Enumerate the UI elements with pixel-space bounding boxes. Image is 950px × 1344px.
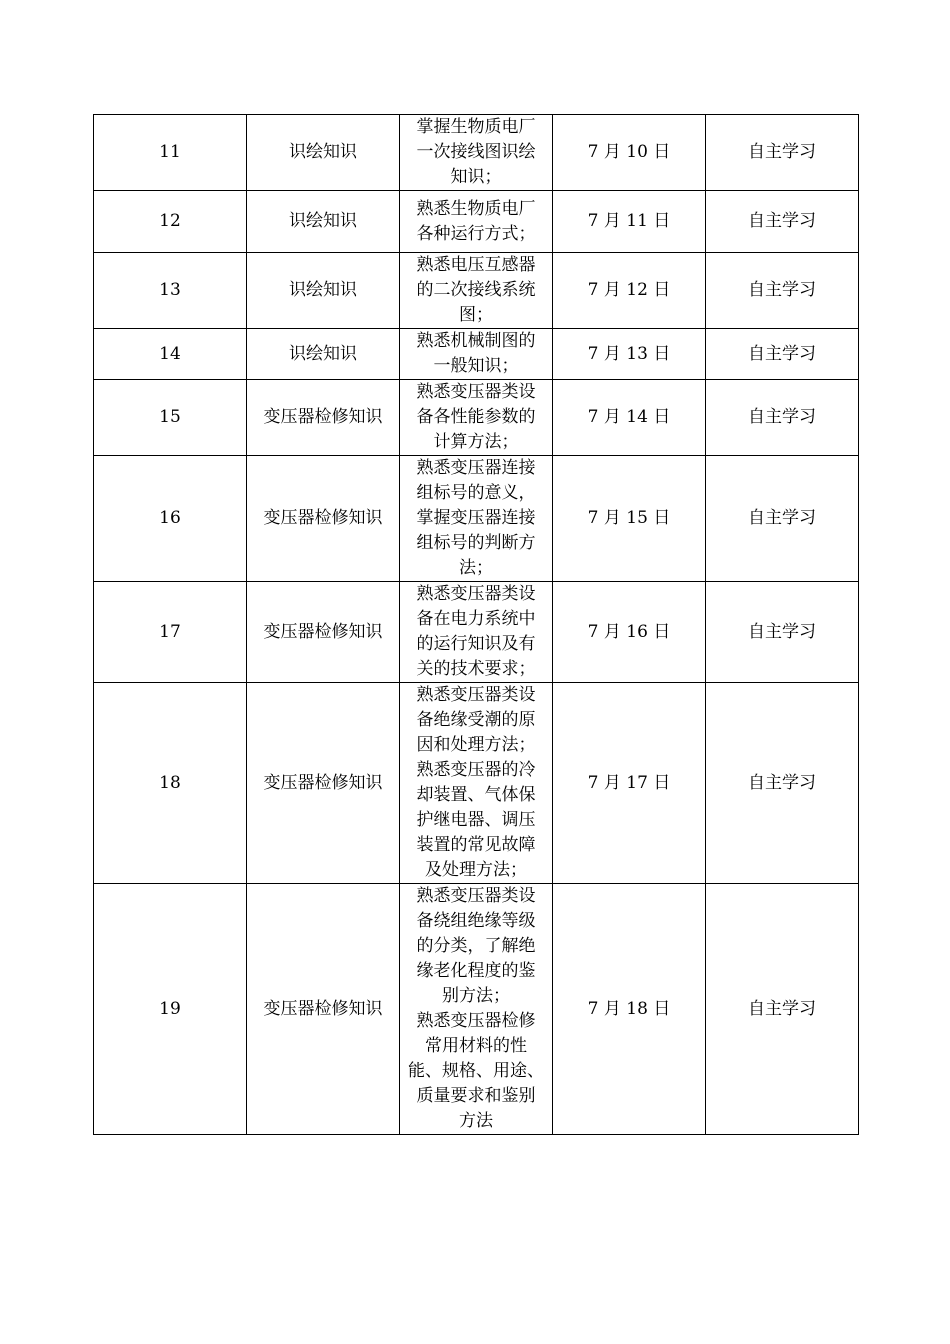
table-row: [94, 884, 859, 1135]
date-cell: 7 月 15 日: [553, 456, 706, 582]
content-line: 熟悉变压器连接: [416, 458, 536, 478]
content-line: 备各性能参数的: [416, 407, 536, 427]
row-number-cell: 15: [94, 380, 247, 456]
method-cell: 自主学习: [706, 380, 859, 456]
row-number-cell: 19: [94, 884, 247, 1135]
topic-cell: 识绘知识: [247, 115, 400, 191]
date-cell: 7 月 18 日: [553, 884, 706, 1135]
table-row: [94, 191, 859, 253]
content-cell: [400, 253, 553, 329]
method-cell: 自主学习: [706, 456, 859, 582]
content-cell: [400, 884, 553, 1135]
topic-cell: 变压器检修知识: [247, 582, 400, 683]
study-schedule-table: [93, 114, 859, 1135]
content-line: 各种运行方式；: [416, 223, 536, 244]
content-line: 却装置、气体保: [416, 785, 536, 805]
topic-cell: 识绘知识: [247, 253, 400, 329]
content-line: 掌握变压器连接: [416, 508, 536, 528]
date-cell: 7 月 16 日: [553, 582, 706, 683]
content-cell: [400, 582, 553, 683]
content-cell: [400, 329, 553, 380]
row-number-cell: 12: [94, 191, 247, 253]
table-row: [94, 329, 859, 380]
row-number-cell: 16: [94, 456, 247, 582]
row-number-cell: 13: [94, 253, 247, 329]
table-row: [94, 115, 859, 191]
content-line: 及处理方法；: [425, 860, 527, 880]
content-line: 的分类，了解绝: [416, 936, 536, 956]
content-line: 组标号的判断方: [416, 533, 536, 553]
content-line: 知识；: [450, 167, 502, 187]
date-cell: 7 月 13 日: [553, 329, 706, 380]
row-number-cell: 14: [94, 329, 247, 380]
method-cell: 自主学习: [706, 115, 859, 191]
content-cell: [400, 115, 553, 191]
topic-cell: 识绘知识: [247, 329, 400, 380]
method-cell: 自主学习: [706, 329, 859, 380]
content-cell: [400, 380, 553, 456]
row-number-cell: 11: [94, 115, 247, 191]
method-cell: 自主学习: [706, 884, 859, 1135]
row-number-cell: 18: [94, 683, 247, 884]
content-line: 法；: [459, 558, 493, 578]
content-line: 熟悉电压互感器: [416, 255, 536, 275]
content-line: 计算方法；: [433, 432, 519, 452]
content-line: 护继电器、调压: [416, 810, 536, 830]
content-line: 熟悉变压器类设: [416, 382, 536, 402]
content-line: 组标号的意义，: [416, 483, 536, 503]
topic-cell: 变压器检修知识: [247, 884, 400, 1135]
topic-cell: 变压器检修知识: [247, 380, 400, 456]
content-cell: [400, 456, 553, 582]
content-line: 常用材料的性: [425, 1036, 527, 1056]
date-cell: 7 月 10 日: [553, 115, 706, 191]
date-cell: 7 月 11 日: [553, 191, 706, 253]
table-row: [94, 253, 859, 329]
content-line: 装置的常见故障: [416, 835, 536, 855]
table-row: [94, 456, 859, 582]
content-line: 备在电力系统中: [416, 609, 536, 629]
content-line: 的二次接线系统: [416, 280, 536, 300]
content-line: 熟悉变压器类设: [416, 685, 536, 705]
topic-cell: 变压器检修知识: [247, 456, 400, 582]
method-cell: 自主学习: [706, 253, 859, 329]
content-cell: [400, 683, 553, 884]
content-line: 一般知识；: [433, 356, 519, 376]
date-cell: 7 月 14 日: [553, 380, 706, 456]
content-line: 备绕组绝缘等级: [416, 911, 536, 931]
content-line: 熟悉变压器类设: [416, 584, 536, 604]
content-line: 因和处理方法；: [416, 735, 536, 755]
date-cell: 7 月 12 日: [553, 253, 706, 329]
content-line: 熟悉变压器检修: [416, 1011, 536, 1031]
row-number-cell: 17: [94, 582, 247, 683]
table-row: [94, 683, 859, 884]
content-line: 别方法；: [442, 986, 510, 1006]
content-line: 能、规格、用途、: [408, 1061, 544, 1081]
content-line: 备绝缘受潮的原: [416, 710, 536, 730]
method-cell: 自主学习: [706, 683, 859, 884]
content-line: 缘老化程度的鉴: [416, 961, 536, 981]
method-cell: 自主学习: [706, 191, 859, 253]
table-row: [94, 582, 859, 683]
content-line: 熟悉变压器的冷: [416, 760, 536, 780]
method-cell: 自主学习: [706, 582, 859, 683]
content-line: 的运行知识及有: [416, 634, 536, 654]
topic-cell: 变压器检修知识: [247, 683, 400, 884]
content-line: 熟悉机械制图的: [416, 331, 536, 351]
content-line: 方法: [459, 1111, 493, 1131]
content-line: 质量要求和鉴别: [416, 1086, 536, 1106]
content-line: 熟悉生物质电厂: [416, 198, 536, 219]
content-line: 关的技术要求；: [416, 659, 536, 679]
topic-cell: 识绘知识: [247, 191, 400, 253]
content-line: 一次接线图识绘: [416, 142, 536, 162]
schedule-table-body: [94, 115, 859, 1135]
date-cell: 7 月 17 日: [553, 683, 706, 884]
content-line: 熟悉变压器类设: [416, 886, 536, 906]
content-cell: [400, 191, 553, 253]
content-line: 掌握生物质电厂: [416, 117, 536, 137]
table-row: [94, 380, 859, 456]
content-line: 图；: [459, 305, 493, 325]
